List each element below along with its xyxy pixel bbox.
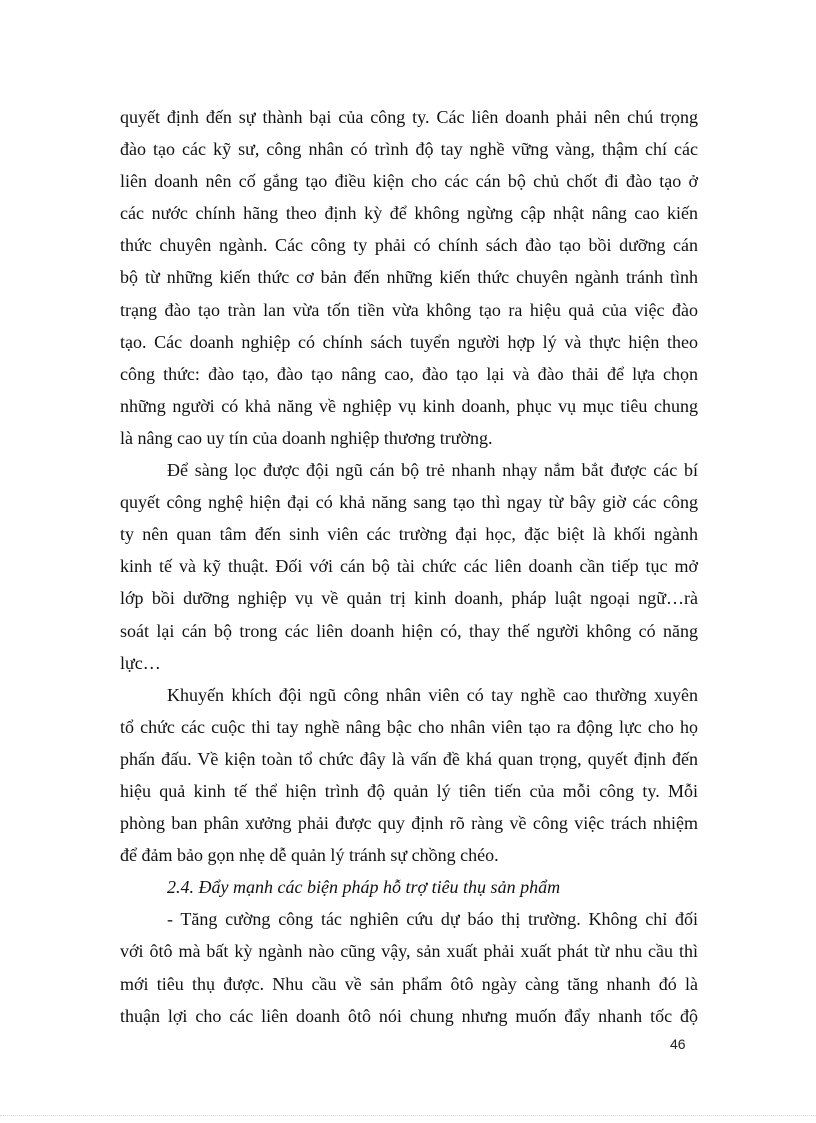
- text-line: tạo. Các doanh nghiệp có chính sách tuyển người hợp lý và thực hiện theo: [120, 331, 698, 352]
- text-line: ty nên quan tâm đến sinh viên các trường đại học, đặc biệt là khối ngành: [120, 524, 698, 545]
- text-line: với ôtô mà bất kỳ ngành nào cũng vậy, sản xuất phải xuất phát từ nhu cầu thì: [120, 941, 698, 962]
- page-bottom-divider: [0, 1115, 816, 1116]
- text-line: những người có khả năng về nghiệp vụ kinh doanh, phục vụ mục tiêu chung: [120, 395, 698, 416]
- text-line: công thức: đào tạo, đào tạo nâng cao, đào tạo lại và đào thải để lựa chọn: [120, 363, 698, 384]
- section-heading: 2.4. Đẩy mạnh các biện pháp hỗ trợ tiêu thụ sản phẩm: [167, 877, 561, 898]
- text-line: kinh tế và kỹ thuật. Đối với cán bộ tài chức các liên doanh cần tiếp tục mở: [120, 556, 698, 577]
- text-line: phấn đấu. Về kiện toàn tổ chức đây là vấn đề khá quan trọng, quyết định đến: [120, 748, 698, 769]
- text-line: tổ chức các cuộc thi tay nghề nâng bậc cho nhân viên tạo ra động lực cho họ: [120, 716, 698, 737]
- text-line: bộ từ những kiến thức cơ bản đến những kiến thức chuyên ngành tránh tình: [120, 267, 698, 288]
- text-line: thuận lợi cho các liên doanh ôtô nói chung nhưng muốn đẩy nhanh tốc độ: [120, 1005, 698, 1026]
- page-number: 46: [670, 1036, 686, 1052]
- text-line: trạng đào tạo tràn lan vừa tốn tiền vừa không tạo ra hiệu quả của việc đào: [120, 299, 698, 320]
- body-text: [120, 101, 698, 1032]
- text-line: lớp bồi dưỡng nghiệp vụ về quản trị kinh doanh, pháp luật ngoại ngữ…rà: [120, 588, 698, 609]
- text-line: liên doanh nên cố gắng tạo điều kiện cho các cán bộ chủ chốt đi đào tạo ở: [120, 171, 698, 192]
- text-line: để đảm bảo gọn nhẹ dễ quản lý tránh sự chồng chéo.: [120, 845, 499, 866]
- text-line: Để sàng lọc được đội ngũ cán bộ trẻ nhanh nhạy nắm bắt được các bí: [167, 460, 698, 481]
- text-line: lực…: [120, 652, 161, 673]
- text-line: các nước chính hãng theo định kỳ để không ngừng cập nhật nâng cao kiến: [120, 203, 698, 224]
- text-line: thức chuyên ngành. Các công ty phải có chính sách đào tạo bồi dưỡng cán: [120, 235, 698, 256]
- text-line: quyết công nghệ hiện đại có khả năng sang tạo thì ngay từ bây giờ các công: [120, 492, 698, 513]
- text-line: mới tiêu thụ được. Nhu cầu về sản phẩm ôtô ngày càng tăng nhanh đó là: [120, 973, 698, 994]
- text-line: phòng ban phân xưởng phải được quy định rõ ràng về công việc trách nhiệm: [120, 813, 698, 834]
- text-line: - Tăng cường công tác nghiên cứu dự báo thị trường. Không chỉ đối: [167, 909, 698, 930]
- text-line: đào tạo các kỹ sư, công nhân có trình độ tay nghề vững vàng, thậm chí các: [120, 139, 698, 160]
- text-line: là nâng cao uy tín của doanh nghiệp thương trường.: [120, 427, 493, 448]
- text-line: hiệu quả kinh tế thể hiện trình độ quản lý tiên tiến của mỗi công ty. Mỗi: [120, 780, 698, 801]
- text-line: soát lại cán bộ trong các liên doanh hiện có, thay thế người không có năng: [120, 620, 698, 641]
- text-line: quyết định đến sự thành bại của công ty. Các liên doanh phải nên chú trọng: [120, 107, 698, 127]
- text-line: Khuyến khích đội ngũ công nhân viên có tay nghề cao thường xuyên: [167, 684, 698, 705]
